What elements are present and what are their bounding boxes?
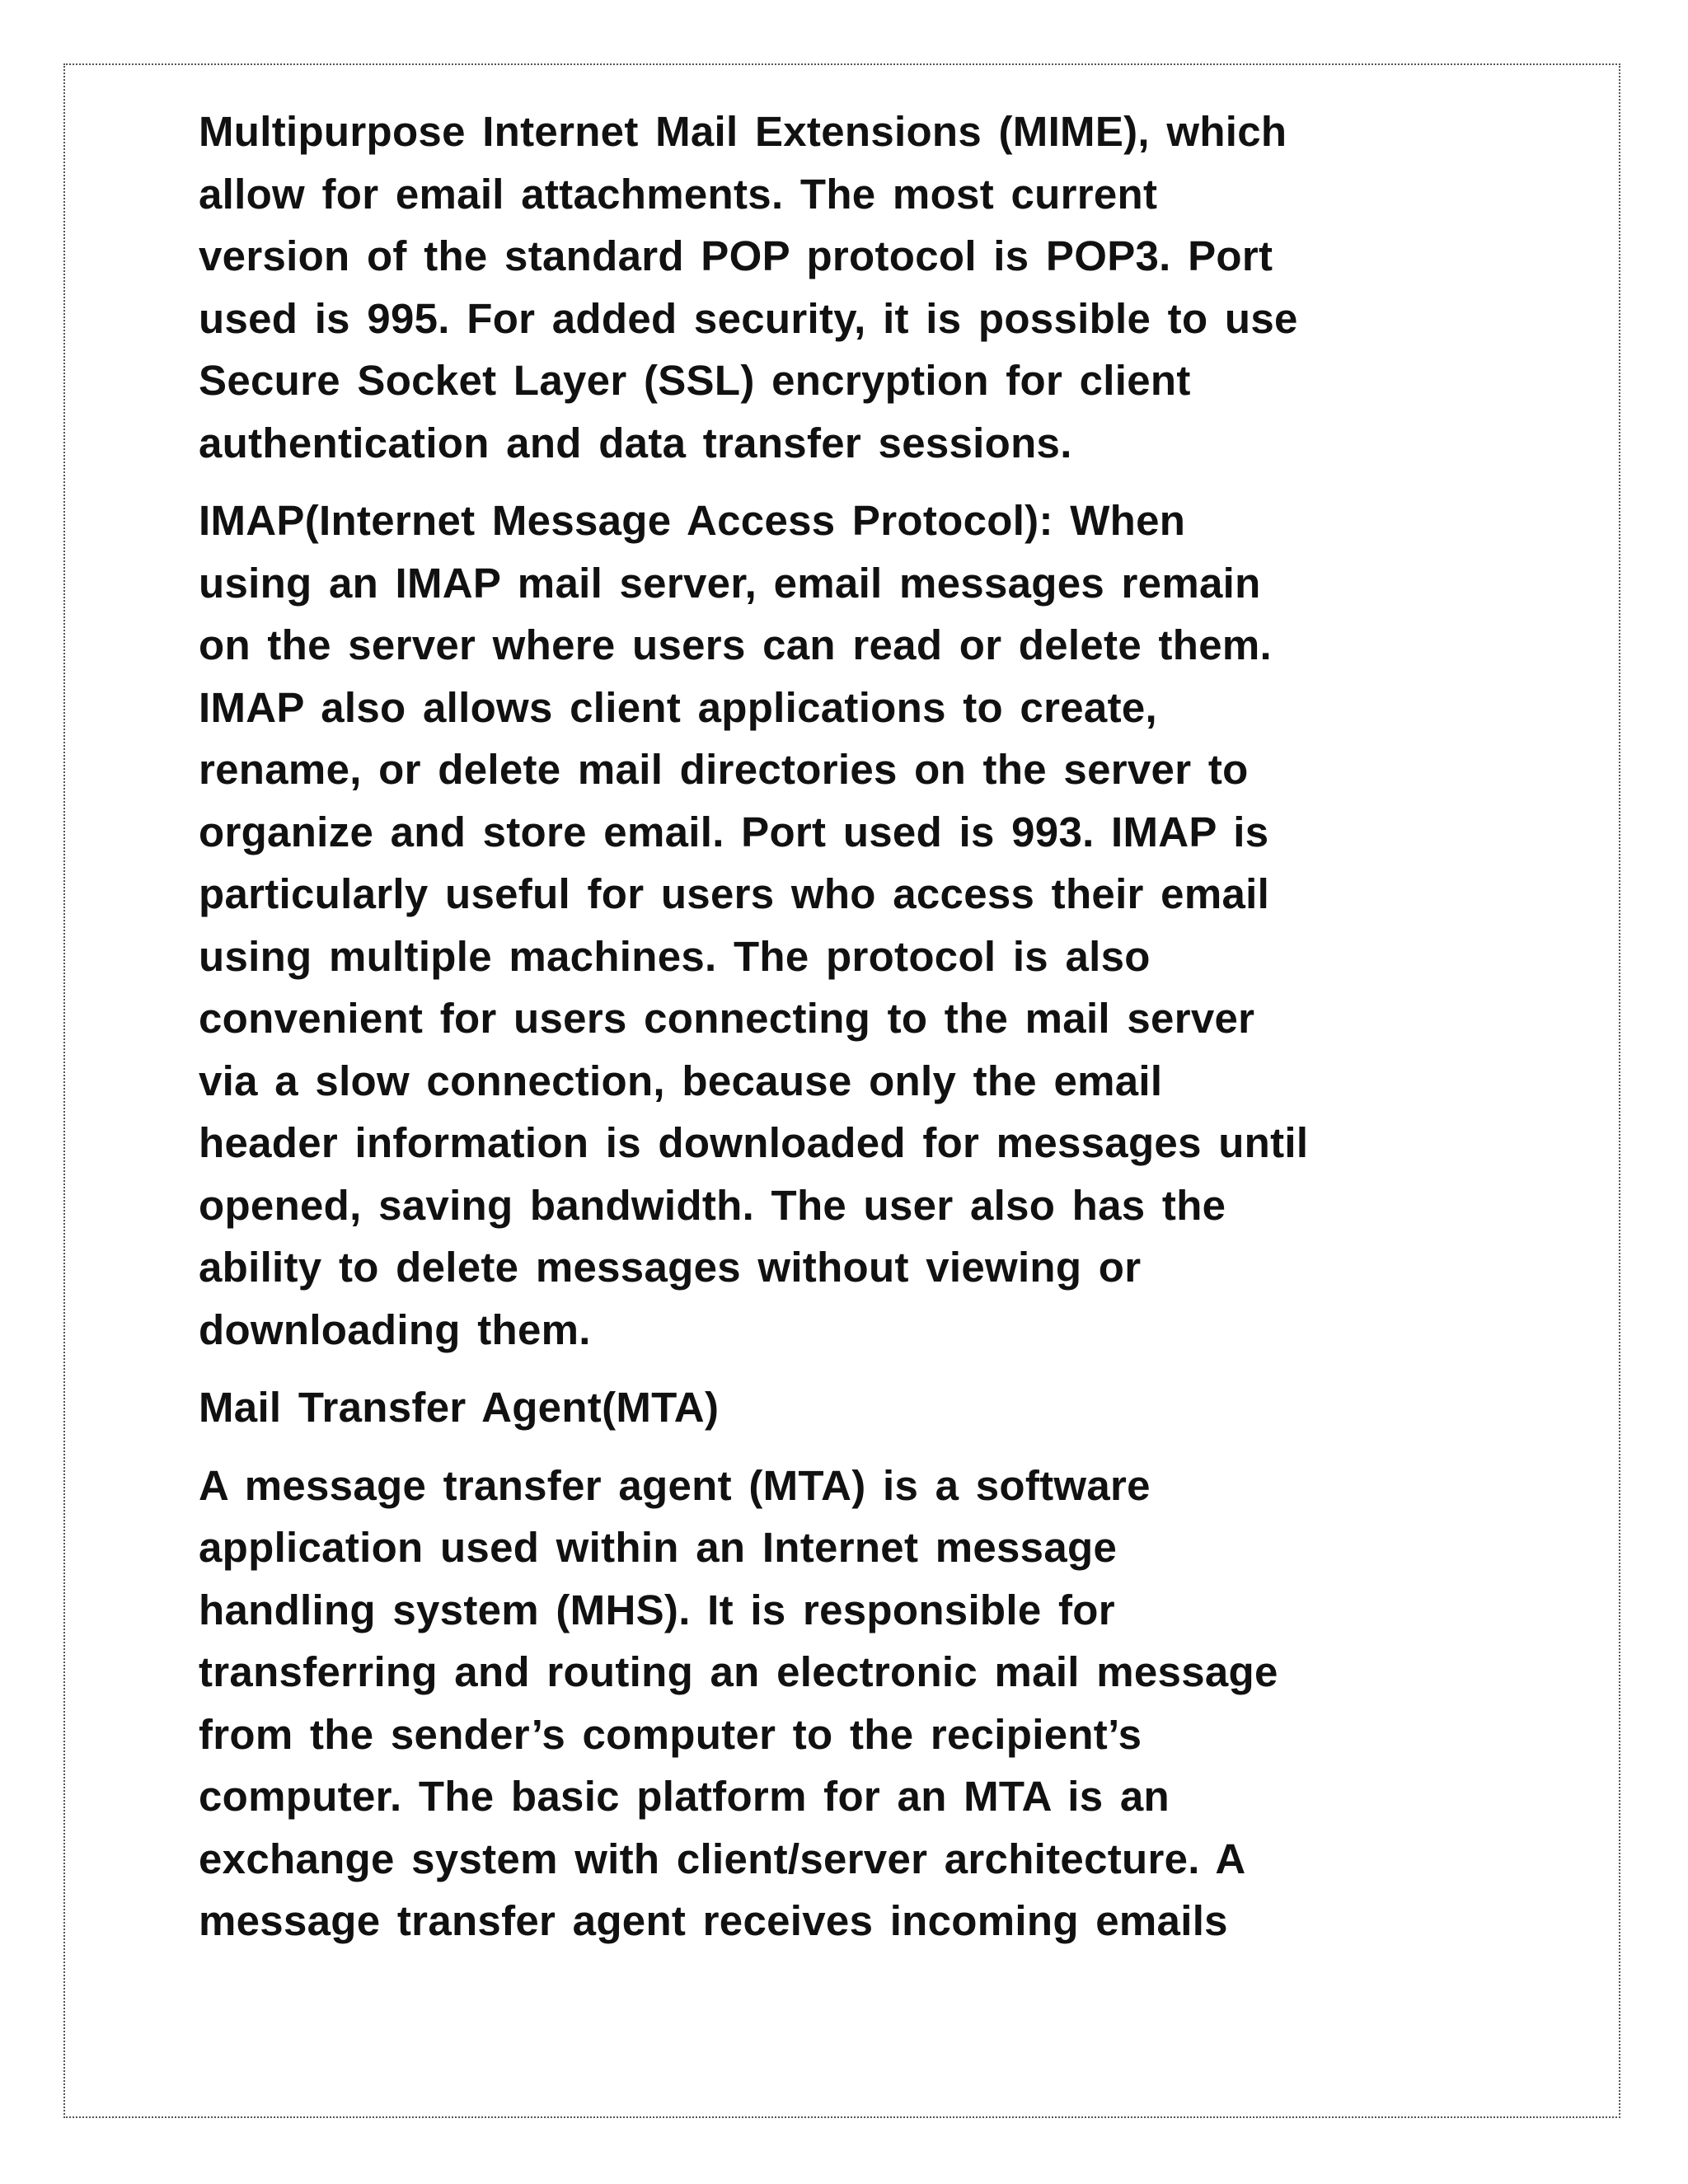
paragraph-imap: IMAP(Internet Message Access Protocol): When using an IMAP mail server, email messages remain on the server where users can read or delete them. IMAP also allows client applications to create, rename, or delete mail directories on the server to organize and store email. Port used is 993. IMAP is particularly useful for users who access their email using multiple machines. The protocol is also convenient for users connecting to the mail server via a slow connection, because only the email header information is downloaded for messages until opened, saving bandwidth. The user also has the ability to delete messages without viewing or downloading them. [199,497,1309,1353]
paragraph-mta: A message transfer agent (MTA) is a software application used within an Internet message handling system (MHS). It is responsible for transferring and routing an electronic mail message from the sender’s computer to the recipient’s computer. The basic platform for an MTA is an exchange system with client/server architecture. A message transfer agent receives incoming emails [199,1461,1278,1944]
document-body [199,101,1501,1968]
section-heading-mta: Mail Transfer Agent(MTA) [199,1384,720,1431]
paragraph-mime-pop3: Multipurpose Internet Mail Extensions (MIME), which allow for email attachments. The most current version of the standard POP protocol is POP3. Port used is 995. For added security, it is possible to use Secure Socket Layer (SSL) encryption for client authentication and data transfer sessions. [199,108,1298,466]
